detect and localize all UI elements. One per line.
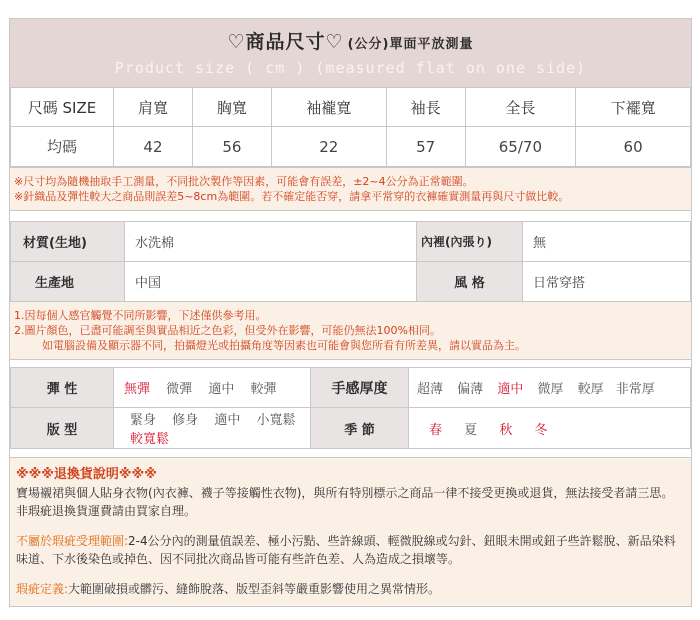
non-defect-paragraph: [16, 532, 685, 568]
measurement-notes: [10, 167, 691, 211]
origin-label: 生產地: [11, 262, 125, 302]
color-note-line: 如電腦設備及顯示器不同，拍攝燈光或拍攝角度等因素也可能會與您所看有所差異，請以實品為主。: [42, 339, 526, 352]
size-table-header-row: [11, 88, 691, 127]
size-table: [10, 87, 691, 167]
material-value: 水洗棉: [125, 222, 417, 262]
season-option: 冬: [534, 422, 548, 438]
season-option: 春: [429, 422, 443, 438]
fit-option: 緊身: [130, 413, 157, 428]
defect-label: 瑕疵定義:: [16, 582, 69, 596]
thickness-option: 偏薄: [457, 382, 484, 397]
size-header-cell: 袖長: [386, 88, 465, 127]
material-label: 材質(生地): [11, 222, 125, 262]
non-defect-text: 2-4公分內的測量值誤差、極小污點、些許線頭、輕微脫線或勾針、鈕眼未開或鈕子些許鬆脫、新品染料味道、下水後染色或掉色、因不同批次商品皆可能有些許色差、人為造成之損壞等。: [16, 534, 676, 566]
thickness-options: [409, 368, 691, 408]
style-label: 風 格: [417, 262, 523, 302]
return-policy: [10, 457, 691, 606]
elasticity-option: 微彈: [166, 382, 193, 397]
size-header-cell: 袖襱寬: [271, 88, 386, 127]
defect-paragraph: [16, 580, 685, 598]
size-value-cell: 57: [386, 127, 465, 167]
elasticity-row: [11, 368, 691, 408]
header-banner: [10, 19, 691, 87]
color-notes: [10, 302, 691, 360]
page-subtitle: Product size ( cm ) (measured flat on one side): [114, 59, 587, 77]
lining-value: 無: [523, 222, 691, 262]
thickness-label: 手感厚度: [311, 368, 409, 408]
thickness-option: 非常厚: [615, 382, 655, 397]
season-options: [409, 408, 691, 449]
measurement-note-line: ※尺寸均為隨機抽取手工測量，不同批次製作等因素，可能會有誤差，±2~4公分為正常範圍。: [14, 175, 474, 188]
size-table-row: [11, 127, 691, 167]
size-header-cell: 胸寬: [192, 88, 271, 127]
size-chart-panel: [9, 18, 692, 607]
thickness-option: 適中: [497, 382, 524, 397]
size-header-cell: 尺碼 SIZE: [11, 88, 114, 127]
thickness-option: 超薄: [417, 382, 444, 397]
color-note-line: 1.因每個人感官觸覺不同所影響，下述僅供參考用。: [14, 309, 267, 322]
fit-option: 小寬鬆: [256, 413, 296, 428]
page-title: [10, 27, 691, 54]
elasticity-option: 適中: [208, 382, 235, 397]
size-header-cell: 下襬寬: [576, 88, 691, 127]
lining-label: 內裡(內張り): [417, 222, 523, 262]
return-policy-title: ※※※退換貨說明※※※: [16, 467, 157, 482]
elasticity-options: [114, 368, 311, 408]
non-defect-label: 不屬於瑕疵受理範圍:: [16, 534, 129, 548]
size-value-cell: 22: [271, 127, 386, 167]
fit-row: [11, 408, 691, 449]
thickness-option: 微厚: [537, 382, 564, 397]
fit-option: 修身: [172, 413, 199, 428]
title-unit-text: (公分)單面平放測量: [347, 37, 474, 52]
material-table: [10, 221, 691, 302]
attributes-table: [10, 367, 691, 449]
fit-option: 較寬鬆: [130, 432, 170, 447]
size-header-cell: 肩寬: [114, 88, 193, 127]
elasticity-option: 無彈: [124, 382, 151, 397]
fit-option: 適中: [214, 413, 241, 428]
size-value-cell: 均碼: [11, 127, 114, 167]
origin-row: [11, 262, 691, 302]
thickness-option: 較厚: [577, 382, 604, 397]
origin-value: 中国: [125, 262, 417, 302]
style-value: 日常穿搭: [523, 262, 691, 302]
fit-label: 版 型: [11, 408, 114, 449]
size-value-cell: 60: [576, 127, 691, 167]
season-label: 季 節: [311, 408, 409, 449]
season-option: 夏: [464, 422, 478, 438]
season-option: 秋: [499, 422, 513, 438]
material-row: [11, 222, 691, 262]
elasticity-option: 較彈: [250, 382, 277, 397]
color-note-line: 2.圖片顏色，已盡可能調至與實品相近之色彩，但受外在影響，可能仍無法100%相同。: [14, 324, 441, 337]
fit-options: [114, 408, 311, 449]
size-value-cell: 65/70: [465, 127, 576, 167]
size-value-cell: 42: [114, 127, 193, 167]
size-value-cell: 56: [192, 127, 271, 167]
size-header-cell: 全長: [465, 88, 576, 127]
title-main-text: ♡商品尺寸♡: [227, 31, 344, 53]
defect-text: 大範圍破損或髒污、縫飾脫落、版型歪斜等嚴重影響使用之異常情形。: [68, 582, 441, 596]
measurement-note-line: ※針織品及彈性較大之商品則誤差5~8cm為範圍。若不確定能否穿，請拿平常穿的衣褲確實測量再與尺寸做比較。: [14, 190, 570, 203]
return-policy-line: 寶場襯裙與個人貼身衣物(內衣褲、襪子等接觸性衣物)，與所有特別標示之商品一律不接受更換或退貨，無法接受者請三思。非瑕疵退換貨運費請由買家自理。: [16, 486, 674, 518]
elasticity-label: 彈 性: [11, 368, 114, 408]
